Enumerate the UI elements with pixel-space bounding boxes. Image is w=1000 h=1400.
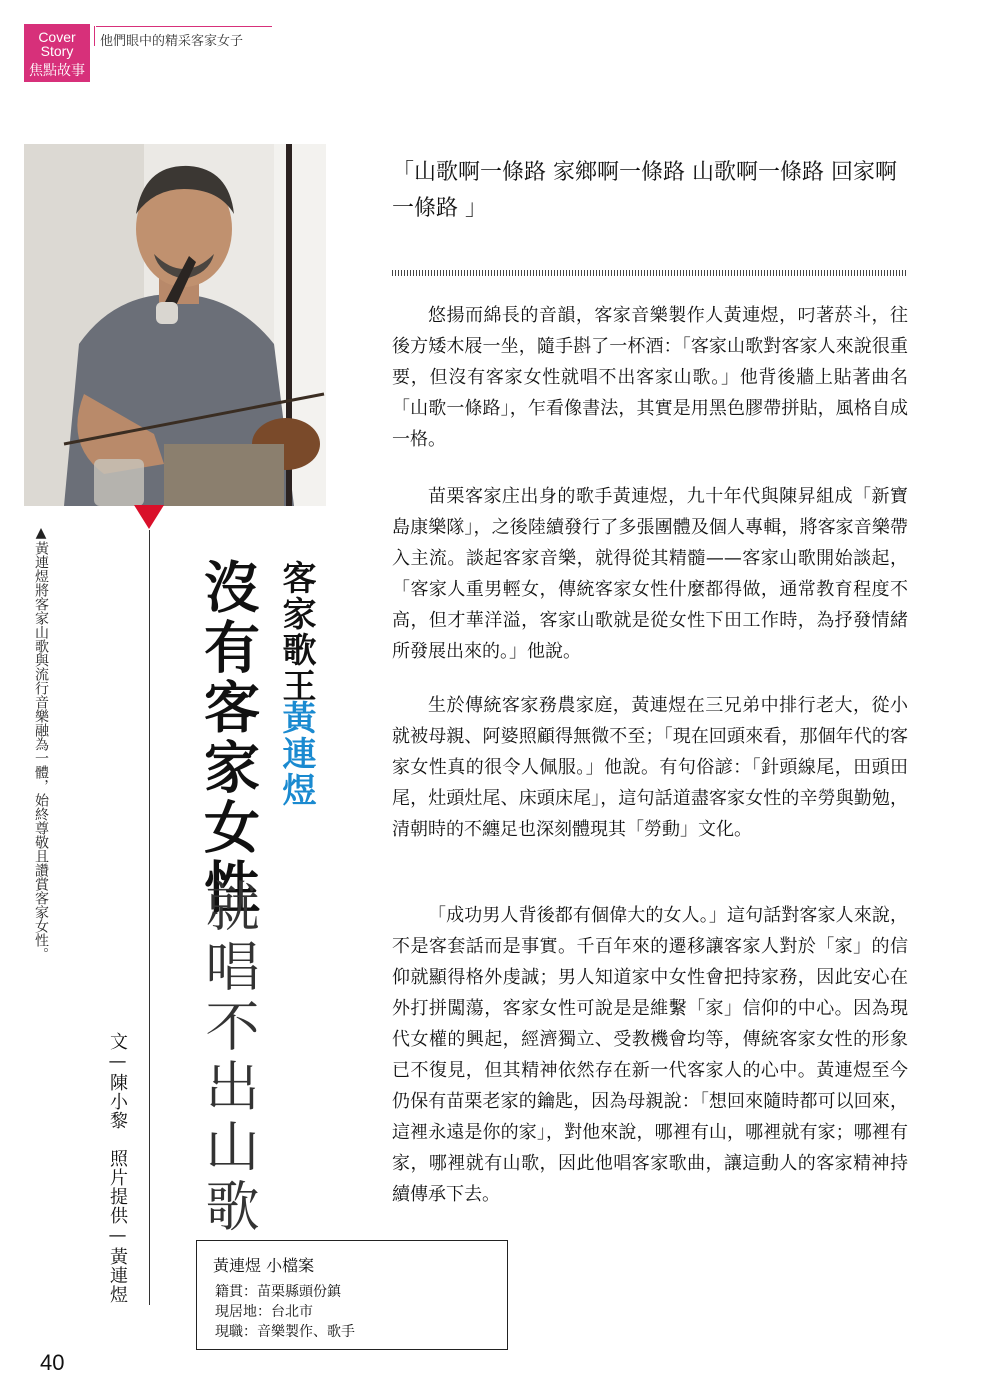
portrait-photo [24,144,326,506]
paragraph-1: 悠揚而綿長的音韻，客家音樂製作人黃連煜，叼著菸斗，往後方矮木屐一坐，隨手斟了一杯酒：「客家山歌對客家人來說很重要，但沒有客家女性就唱不出客家山歌。」他背後牆上貼著曲名「山歌一條路」，乍看像書法，其實是用黑色膠帶拼貼，風格自成一格。 [392,305,908,450]
photo-caption: ▲黃連煜將客家山歌與流行音樂融為一體，始終尊敬且讚賞客家女性。 [33,525,49,961]
header-divider [94,26,95,46]
header-rule [96,26,272,27]
profile-row-occupation: 現職：音樂製作、歌手 [215,1324,355,1340]
profile-title: 黃連煜 小檔案 [213,1256,315,1275]
main-title-bold: 沒有客家女性 [195,558,261,918]
main-title-light: 就唱不出山歌 [197,878,260,1238]
paragraph-3: 生於傳統客家務農家庭，黃連煜在三兄弟中排行老大，從小就被母親、阿婆照顧得無微不至；「現在回頭來看，那個年代的客家女性真的很令人佩服。」他說。有句俗諺：「針頭線尾，田頭田尾，灶頭灶尾、床頭床尾」，這句話道盡客家女性的辛勞與勤勉，清朝時的不纏足也深刻體現其「勞動」文化。 [392,695,908,840]
credits: 文—陳小黎 照片提供—黃連煜 [107,1032,128,1304]
portrait-illustration [24,144,326,506]
cover-story-badge [24,24,90,82]
badge-zh-label: 焦點故事 [29,63,85,79]
profile-box [196,1240,508,1350]
title-name: 黃連煜 [276,700,316,808]
dotted-divider [392,270,908,276]
page-number: 40 [40,1350,65,1375]
red-triangle-marker [134,505,164,529]
badge-en-story: Story [40,43,74,59]
title-kicker: 客家歌王 [276,560,316,704]
section-title: 他們眼中的精采客家女子 [100,34,244,49]
paragraph-4: 「成功男人背後都有個偉大的女人。」這句話對客家人來說，不是客套話而是事實。千百年來的遷移讓客家人對於「家」的信仰就顯得格外虔誠；男人知道家中女性會把持家務，因此安心在外打拼闖蕩，客家女性可說是是維繫「家」信仰的中心。因為現代女權的興起，經濟獨立、受教機會均等，傳統客家女性的形象已不復見，但其精神依然存在新一代客家人的心中。黃連煜至今仍保有苗栗老家的鑰匙，因為母親說：「想回來隨時都可以回來，這裡永遠是你的家」，對他來說，哪裡有山，哪裡就有家；哪裡有家，哪裡就有山歌，因此他唱客家歌曲，讓這動人的客家精神持續傳承下去。 [392,905,908,1205]
profile-row-origin: 籍貫：苗栗縣頭份鎮 [215,1284,341,1300]
paragraph-2: 苗栗客家庄出身的歌手黃連煜，九十年代與陳昇組成「新寶島康樂隊」，之後陸續發行了多張團體及個人專輯，將客家音樂帶入主流。談起客家音樂，就得從其精髓——客家山歌開始談起，「客家人重男輕女，傳統客家女性什麼都得做，通常教育程度不高，但才華洋溢，客家山歌就是從女性下田工作時，為抒發情緒所發展出來的。」他說。 [392,486,908,662]
vertical-divider-line [149,530,150,1305]
profile-row-residence: 現居地：台北市 [215,1304,313,1320]
pull-quote: 「山歌啊一條路 家鄉啊一條路 山歌啊一條路 回家啊一條路 」 [392,160,897,221]
badge-en-cover: Cover [38,29,76,45]
